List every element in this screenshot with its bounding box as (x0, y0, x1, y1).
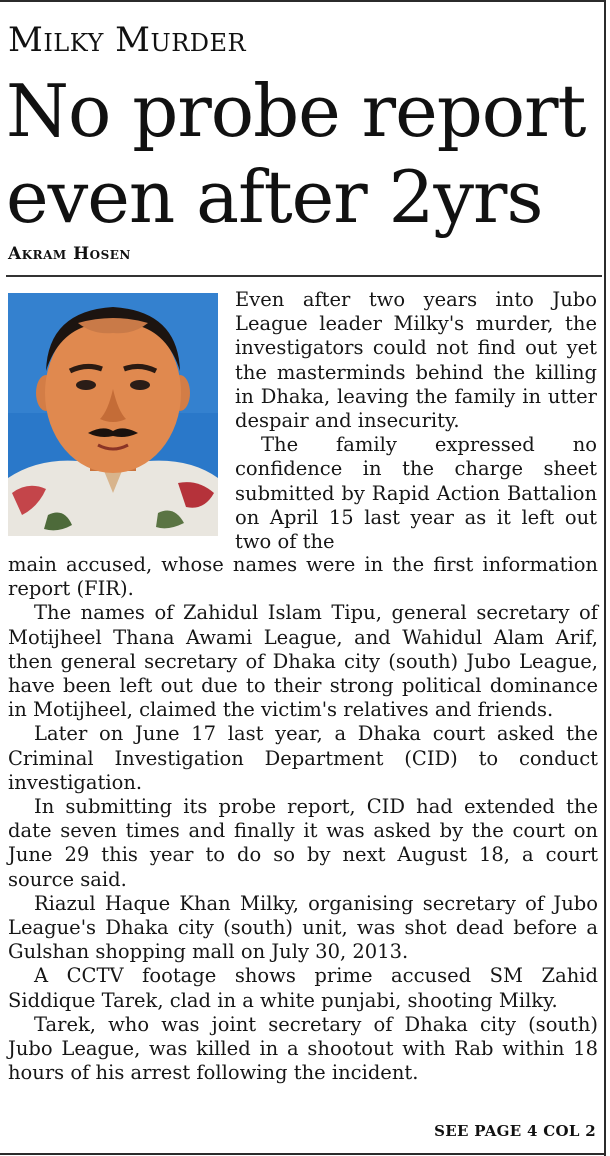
paragraph-3: The names of Zahidul Islam Tipu, general secretary of Motijheel Thana Awami League, and Wahidul Alam Arif, then general secretary of Dhaka city (south) Jubo League, have been left out due to their strong political dominance in Motijheel, claimed the victim's relatives and friends. (8, 601, 598, 722)
paragraph-4: Later on June 17 last year, a Dhaka court asked the Criminal Investigation Department (CID) to conduct investigation. (8, 722, 598, 794)
byline: Akram Hosen (8, 244, 131, 264)
headline (6, 68, 604, 240)
portrait-illustration (8, 293, 218, 536)
paragraph-2-continued: main accused, whose names were in the first information report (FIR). (8, 553, 598, 601)
article-body-wrapped (235, 288, 597, 554)
continuation-link[interactable]: SEE PAGE 4 COL 2 (434, 1122, 596, 1140)
kicker: Milky Murder (8, 20, 247, 60)
byline-divider (6, 275, 602, 277)
paragraph-1: Even after two years into Jubo League leader Milky's murder, the investigators could not find out yet the masterminds behind the killing in Dhaka, leaving the family in utter despair and insecurity. (235, 288, 597, 433)
paragraph-6: Riazul Haque Khan Milky, organising secretary of Jubo League's Dhaka city (south) unit, was shot dead before a Gulshan shopping mall on July 30, 2013. (8, 891, 598, 964)
paragraph-7: A CCTV footage shows prime accused SM Zahid Siddique Tarek, clad in a white punjabi, shooting Milky. (8, 964, 598, 1012)
headline-line-2: even after 2yrs (6, 155, 543, 239)
headline-line-1: No probe report (6, 69, 586, 153)
top-border (0, 0, 604, 2)
paragraph-5: In submitting its probe report, CID had extended the date seven times and finally it was asked by the court on June 29 this year to do so by next August 18, a court source said. (8, 795, 598, 891)
article-body-full (8, 553, 598, 1085)
bottom-border (0, 1153, 606, 1155)
right-border (604, 0, 606, 1156)
paragraph-2: The family expressed no confidence in the charge sheet submitted by Rapid Action Battalion on April 15 last year as it left out two of the (235, 433, 597, 554)
paragraph-8: Tarek, who was joint secretary of Dhaka city (south) Jubo League, was killed in a shootout with Rab within 18 hours of his arrest following the incident. (8, 1012, 598, 1085)
portrait-photo (8, 293, 218, 536)
